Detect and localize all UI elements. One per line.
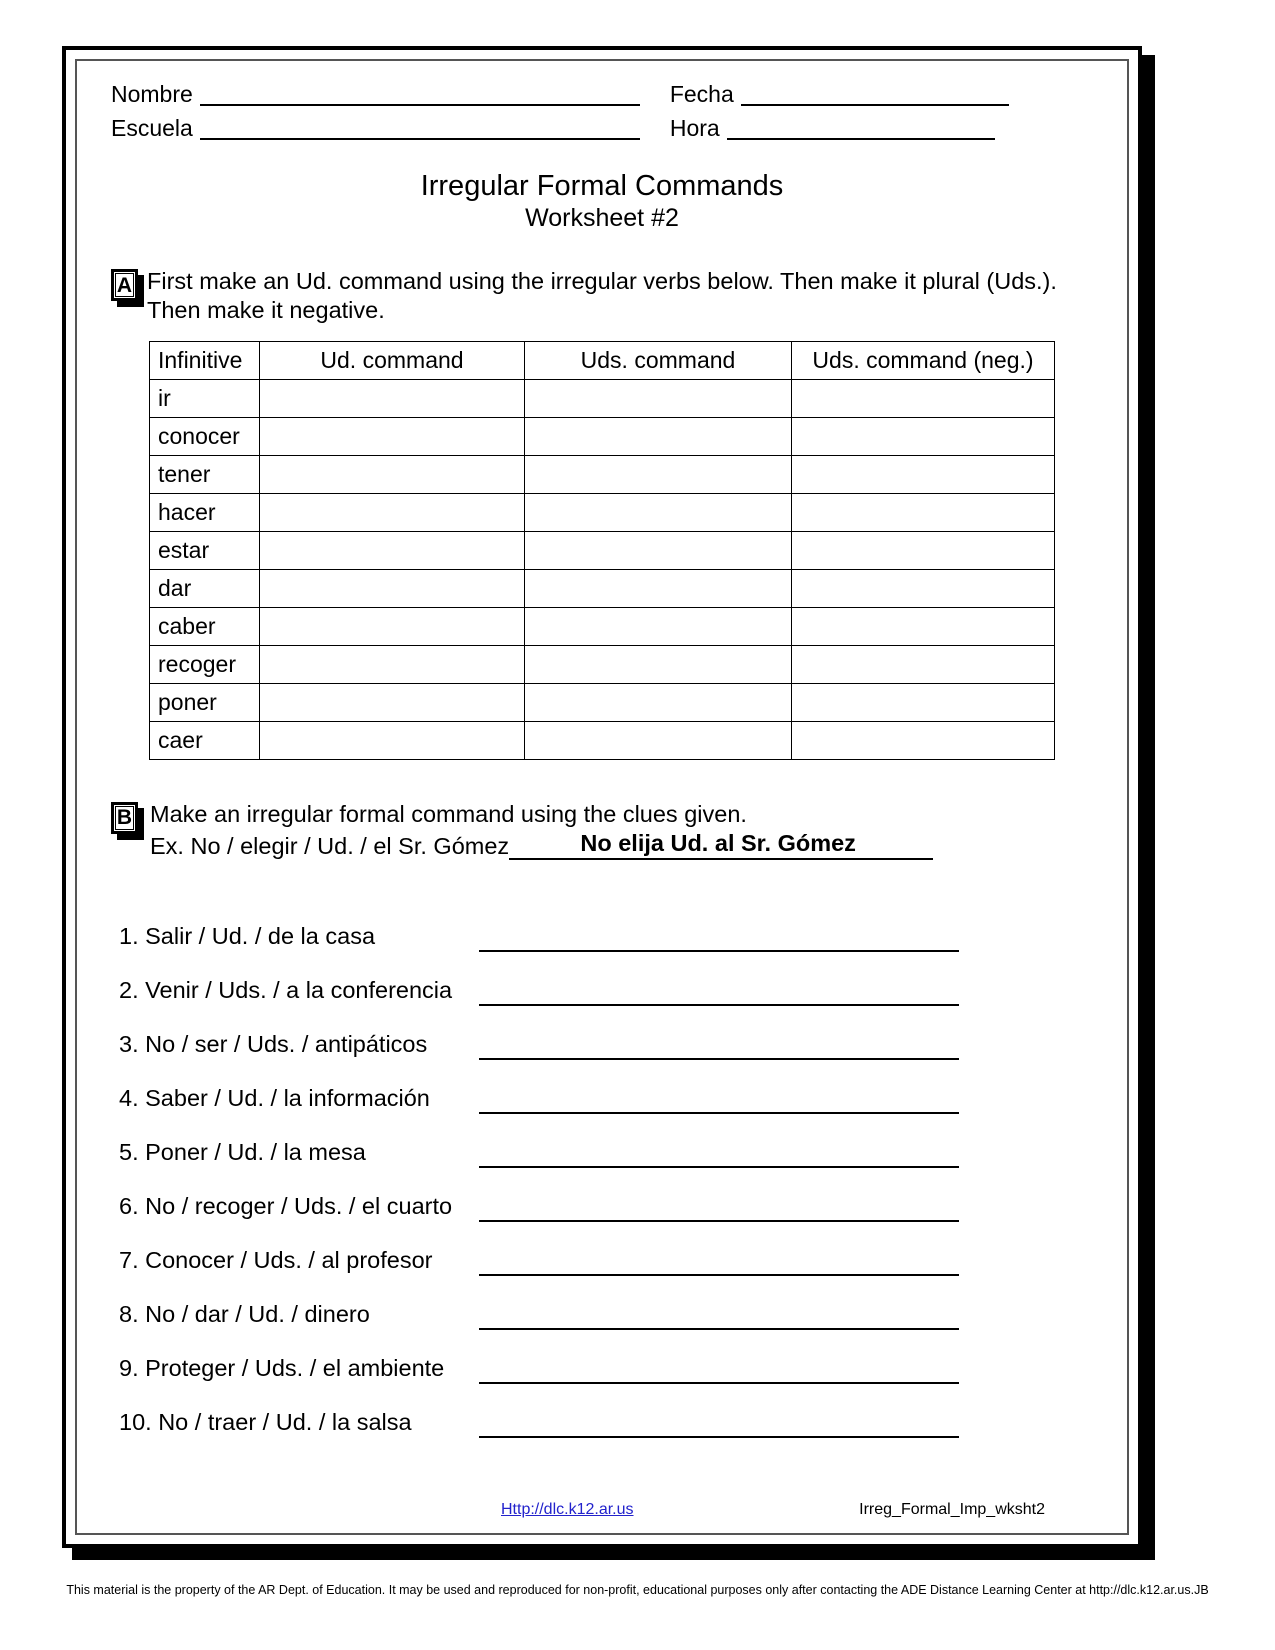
cell-uds-command[interactable]: [525, 645, 792, 683]
table-row: [150, 455, 1055, 493]
student-info-row-2: [111, 117, 1093, 140]
cell-ud-command[interactable]: [260, 607, 525, 645]
section-b-example: [150, 830, 1093, 860]
item-prompt: 2. Venir / Uds. / a la conferencia: [119, 976, 453, 1003]
list-item: [119, 1060, 1093, 1114]
table-header-row: [150, 341, 1055, 379]
list-item: [119, 1384, 1093, 1438]
page-inner-border: [75, 59, 1129, 1535]
table-row: [150, 379, 1055, 417]
cell-uds-command-neg[interactable]: [792, 721, 1055, 759]
cell-infinitive: caber: [150, 607, 260, 645]
list-item: [119, 952, 1093, 1006]
list-item: [119, 1168, 1093, 1222]
exercise-list: [119, 898, 1093, 1438]
cell-uds-command[interactable]: [525, 379, 792, 417]
cell-ud-command[interactable]: [260, 721, 525, 759]
item-prompt: 1. Salir / Ud. / de la casa: [119, 922, 376, 949]
cell-infinitive: dar: [150, 569, 260, 607]
fecha-label: Fecha: [669, 81, 734, 107]
cell-uds-command-neg[interactable]: [792, 569, 1055, 607]
item-prompt: 6. No / recoger / Uds. / el cuarto: [119, 1192, 453, 1219]
cell-ud-command[interactable]: [260, 379, 525, 417]
table-body: [150, 379, 1055, 759]
section-a-instructions: First make an Ud. command using the irregular verbs below. Then make it plural (Uds.). Then make it negative.: [147, 268, 1057, 324]
item-prompt: 4. Saber / Ud. / la información: [119, 1084, 430, 1111]
cell-ud-command[interactable]: [260, 493, 525, 531]
cell-uds-command-neg[interactable]: [792, 379, 1055, 417]
badge-box: [111, 269, 138, 301]
cell-uds-command[interactable]: [525, 455, 792, 493]
example-prompt: Ex. No / elegir / Ud. / el Sr. Gómez: [150, 833, 510, 860]
item-prompt: 10. No / traer / Ud. / la salsa: [119, 1408, 412, 1435]
nombre-input[interactable]: [200, 84, 640, 106]
cell-ud-command[interactable]: [260, 683, 525, 721]
list-item: [119, 1114, 1093, 1168]
table-row: [150, 493, 1055, 531]
item-answer-input[interactable]: [479, 1250, 959, 1276]
cell-ud-command[interactable]: [260, 417, 525, 455]
column-header-infinitive: Infinitive: [150, 341, 260, 379]
badge-box: [111, 802, 138, 834]
list-item: [119, 1222, 1093, 1276]
item-prompt: 9. Proteger / Uds. / el ambiente: [119, 1354, 445, 1381]
copyright-notice: This material is the property of the AR Dept. of Education. It may be used and reproduced for non-profit, educational purposes only after contacting the ADE Distance Learning Center at http://dlc.k12.ar.us.JB: [66, 1583, 1209, 1597]
cell-uds-command[interactable]: [525, 417, 792, 455]
section-a-badge-letter: A: [116, 273, 133, 297]
table-row: [150, 569, 1055, 607]
cell-uds-command[interactable]: [525, 493, 792, 531]
table-row: [150, 607, 1055, 645]
cell-uds-command-neg[interactable]: [792, 645, 1055, 683]
page-title: Irregular Formal Commands: [420, 170, 784, 202]
cell-uds-command-neg[interactable]: [792, 493, 1055, 531]
cell-uds-command-neg[interactable]: [792, 683, 1055, 721]
section-b-badge: [111, 802, 144, 840]
nombre-label: Nombre: [111, 81, 193, 107]
section-a-badge: [111, 269, 144, 307]
item-answer-input[interactable]: [479, 1142, 959, 1168]
cell-uds-command-neg[interactable]: [792, 455, 1055, 493]
cell-infinitive: conocer: [150, 417, 260, 455]
cell-infinitive: ir: [150, 379, 260, 417]
section-a: [111, 267, 1093, 324]
item-answer-input[interactable]: [479, 1196, 959, 1222]
item-prompt: 5. Poner / Ud. / la mesa: [119, 1138, 366, 1165]
cell-infinitive: poner: [150, 683, 260, 721]
item-answer-input[interactable]: [479, 1304, 959, 1330]
item-answer-input[interactable]: [479, 1088, 959, 1114]
hora-input[interactable]: [727, 118, 995, 140]
item-prompt: 7. Conocer / Uds. / al profesor: [119, 1246, 433, 1273]
table-row: [150, 721, 1055, 759]
cell-uds-command[interactable]: [525, 531, 792, 569]
page-subtitle: Worksheet #2: [525, 204, 679, 233]
item-answer-input[interactable]: [479, 1358, 959, 1384]
table-row: [150, 645, 1055, 683]
list-item: [119, 898, 1093, 952]
list-item: [119, 1006, 1093, 1060]
section-b-instructions: Make an irregular formal command using the clues given.: [150, 800, 747, 827]
worksheet-page: [62, 46, 1142, 1548]
cell-ud-command[interactable]: [260, 531, 525, 569]
cell-uds-command-neg[interactable]: [792, 531, 1055, 569]
escuela-label: Escuela: [111, 115, 193, 141]
student-info-row-1: [111, 83, 1093, 106]
cell-uds-command-neg[interactable]: [792, 417, 1055, 455]
table-row: [150, 417, 1055, 455]
list-item: [119, 1330, 1093, 1384]
page-footer: [111, 1501, 1093, 1519]
section-b: [111, 800, 1093, 861]
item-prompt: 3. No / ser / Uds. / antipáticos: [119, 1030, 428, 1057]
cell-uds-command[interactable]: [525, 607, 792, 645]
cell-infinitive: caer: [150, 721, 260, 759]
section-b-badge-letter: B: [116, 806, 133, 830]
cell-ud-command[interactable]: [260, 645, 525, 683]
cell-uds-command[interactable]: [525, 721, 792, 759]
item-answer-input[interactable]: [479, 1034, 959, 1060]
cell-uds-command[interactable]: [525, 569, 792, 607]
example-answer: No elija Ud. al Sr. Gómez: [509, 830, 933, 860]
page-content: [77, 61, 1127, 1533]
item-answer-input[interactable]: [479, 1412, 959, 1438]
worksheet-file-id: Irreg_Formal_Imp_wksht2: [859, 1501, 1045, 1518]
cell-uds-command[interactable]: [525, 683, 792, 721]
cell-infinitive: estar: [150, 531, 260, 569]
irregular-verbs-table: [149, 341, 1055, 760]
cell-infinitive: hacer: [150, 493, 260, 531]
list-item: [119, 1276, 1093, 1330]
cell-infinitive: tener: [150, 455, 260, 493]
column-header-uds-command: Uds. command: [525, 341, 792, 379]
item-prompt: 8. No / dar / Ud. / dinero: [119, 1300, 370, 1327]
table-row: [150, 531, 1055, 569]
column-header-ud-command: Ud. command: [260, 341, 525, 379]
item-answer-input[interactable]: [479, 980, 959, 1006]
cell-ud-command[interactable]: [260, 455, 525, 493]
column-header-uds-command-neg: Uds. command (neg.): [792, 341, 1055, 379]
escuela-input[interactable]: [200, 118, 640, 140]
cell-ud-command[interactable]: [260, 569, 525, 607]
section-b-body: [150, 800, 1093, 861]
fecha-input[interactable]: [741, 84, 1009, 106]
hora-label: Hora: [669, 115, 720, 141]
cell-uds-command-neg[interactable]: [792, 607, 1055, 645]
item-answer-input[interactable]: [479, 926, 959, 952]
source-url-link[interactable]: Http://dlc.k12.ar.us: [501, 1501, 634, 1518]
cell-infinitive: recoger: [150, 645, 260, 683]
table-row: [150, 683, 1055, 721]
